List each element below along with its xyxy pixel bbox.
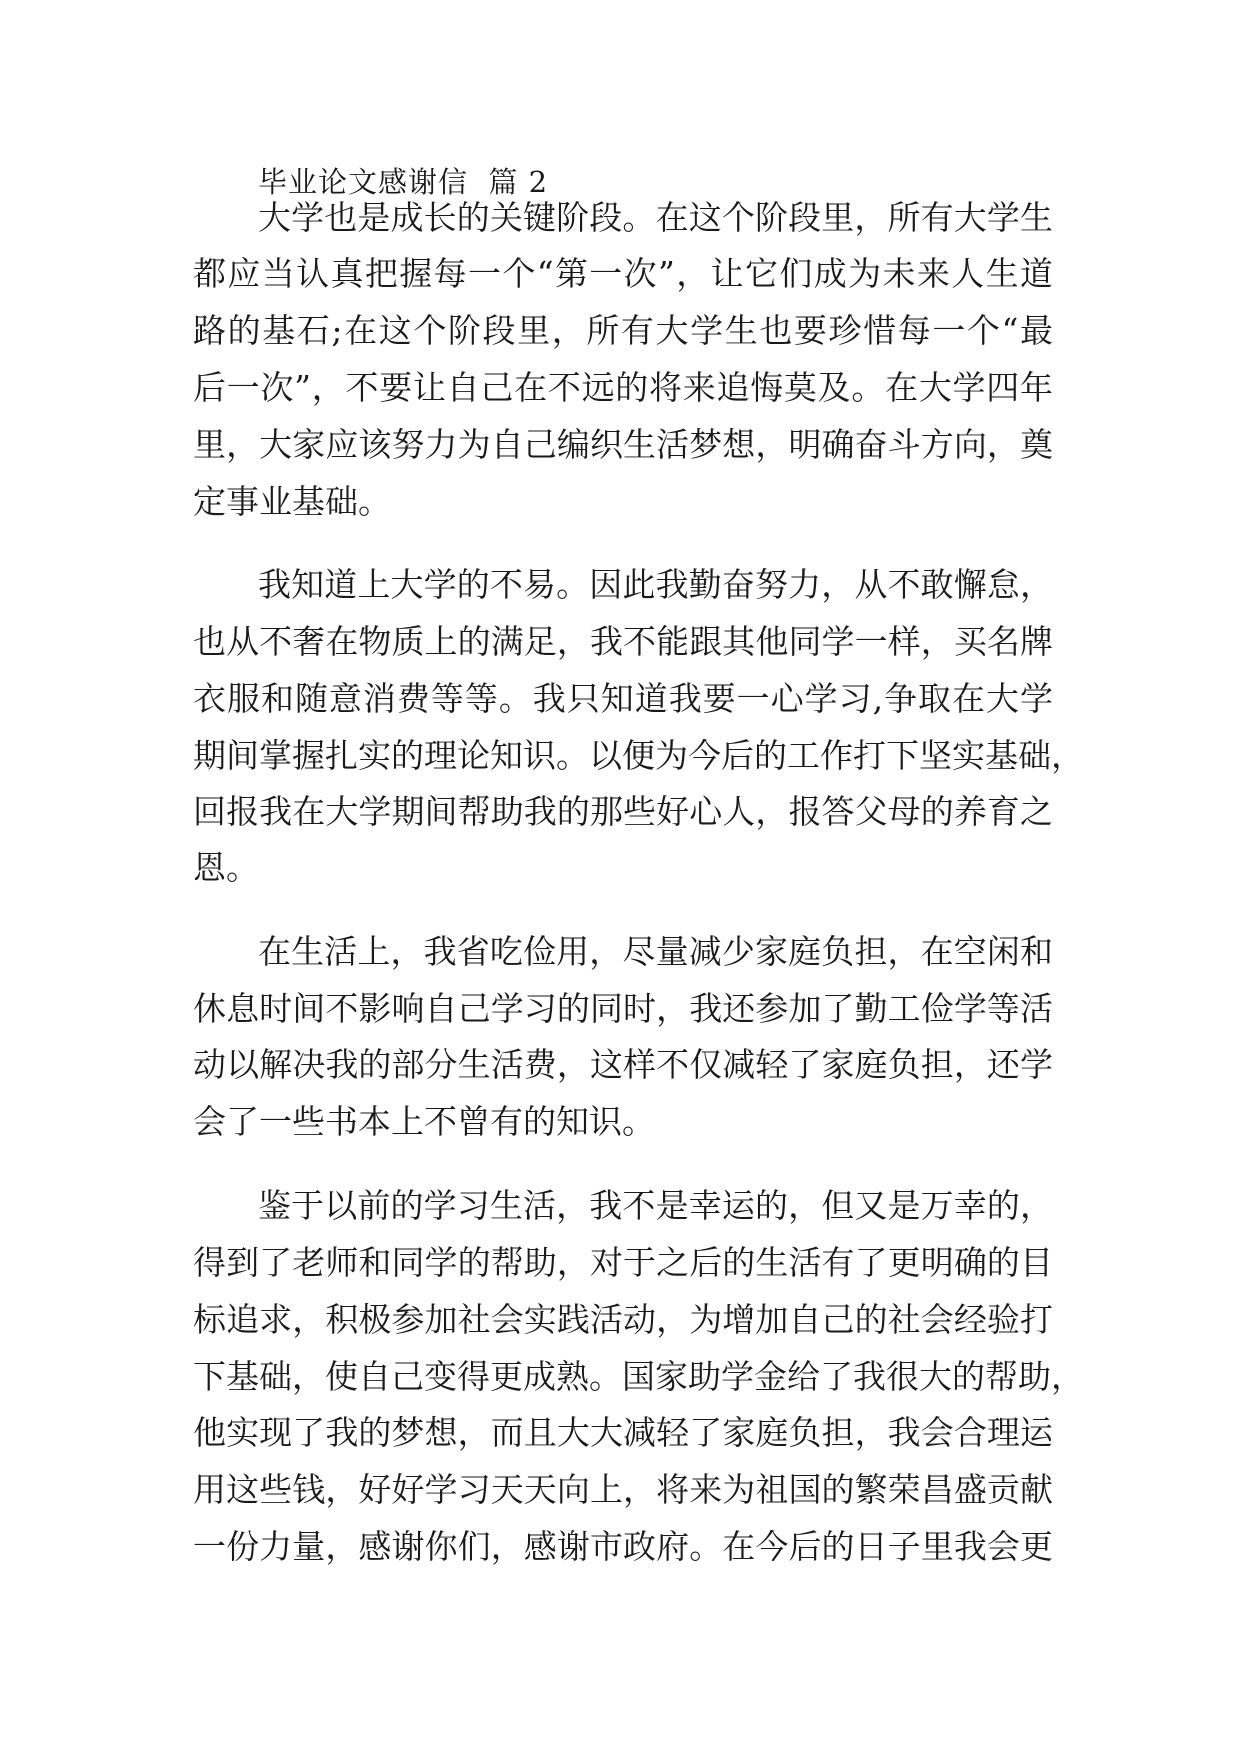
text-line: 一份力量，感谢你们，感谢市政府。在今后的日子里我会更 — [193, 1527, 1053, 1566]
text-line: 后一次”，不要让自己在不远的将来追悔莫及。在大学四年 — [193, 368, 1053, 407]
text-line: 都应当认真把握每一个“第一次”，让它们成为未来人生道 — [193, 254, 1053, 293]
text-line: 用这些钱，好好学习天天向上，将来为祖国的繁荣昌盛贡献 — [193, 1470, 1053, 1509]
text-line: 也从不奢在物质上的满足，我不能跟其他同学一样，买名牌 — [193, 622, 1053, 661]
text-line: 在生活上，我省吃俭用，尽量减少家庭负担，在空闲和 — [258, 932, 1053, 971]
text-line: 下基础，使自己变得更成熟。国家助学金给了我很大的帮助， — [193, 1357, 1084, 1396]
document-title: 毕业论文感谢信 篇 2 — [258, 165, 549, 199]
text-line: 定事业基础。 — [193, 482, 391, 521]
text-line: 标追求，积极参加社会实践活动，为增加自己的社会经验打 — [193, 1300, 1053, 1339]
text-line: 我知道上大学的不易。因此我勤奋努力，从不敢懈怠， — [258, 565, 1053, 604]
text-line: 路的基石;在这个阶段里，所有大学生也要珍惜每一个“最 — [193, 311, 1053, 350]
text-line: 衣服和随意消费等等。我只知道我要一心学习,争取在大学 — [193, 679, 1053, 718]
text-line: 大学也是成长的关键阶段。在这个阶段里，所有大学生 — [258, 198, 1053, 237]
text-line: 恩。 — [193, 848, 259, 887]
text-line: 他实现了我的梦想，而且大大减轻了家庭负担，我会合理运 — [193, 1413, 1053, 1452]
text-line: 得到了老师和同学的帮助，对于之后的生活有了更明确的目 — [193, 1243, 1053, 1282]
text-line: 期间掌握扎实的理论知识。以便为今后的工作打下坚实基础， — [193, 736, 1084, 775]
text-line: 里，大家应该努力为自己编织生活梦想，明确奋斗方向，奠 — [193, 425, 1053, 464]
text-line: 鉴于以前的学习生活，我不是幸运的，但又是万幸的， — [258, 1186, 1053, 1225]
text-line: 休息时间不影响自己学习的同时，我还参加了勤工俭学等活 — [193, 989, 1053, 1028]
text-line: 会了一些书本上不曾有的知识。 — [193, 1102, 655, 1141]
text-line: 回报我在大学期间帮助我的那些好心人，报答父母的养育之 — [193, 792, 1053, 831]
text-line: 动以解决我的部分生活费，这样不仅减轻了家庭负担，还学 — [193, 1045, 1053, 1084]
